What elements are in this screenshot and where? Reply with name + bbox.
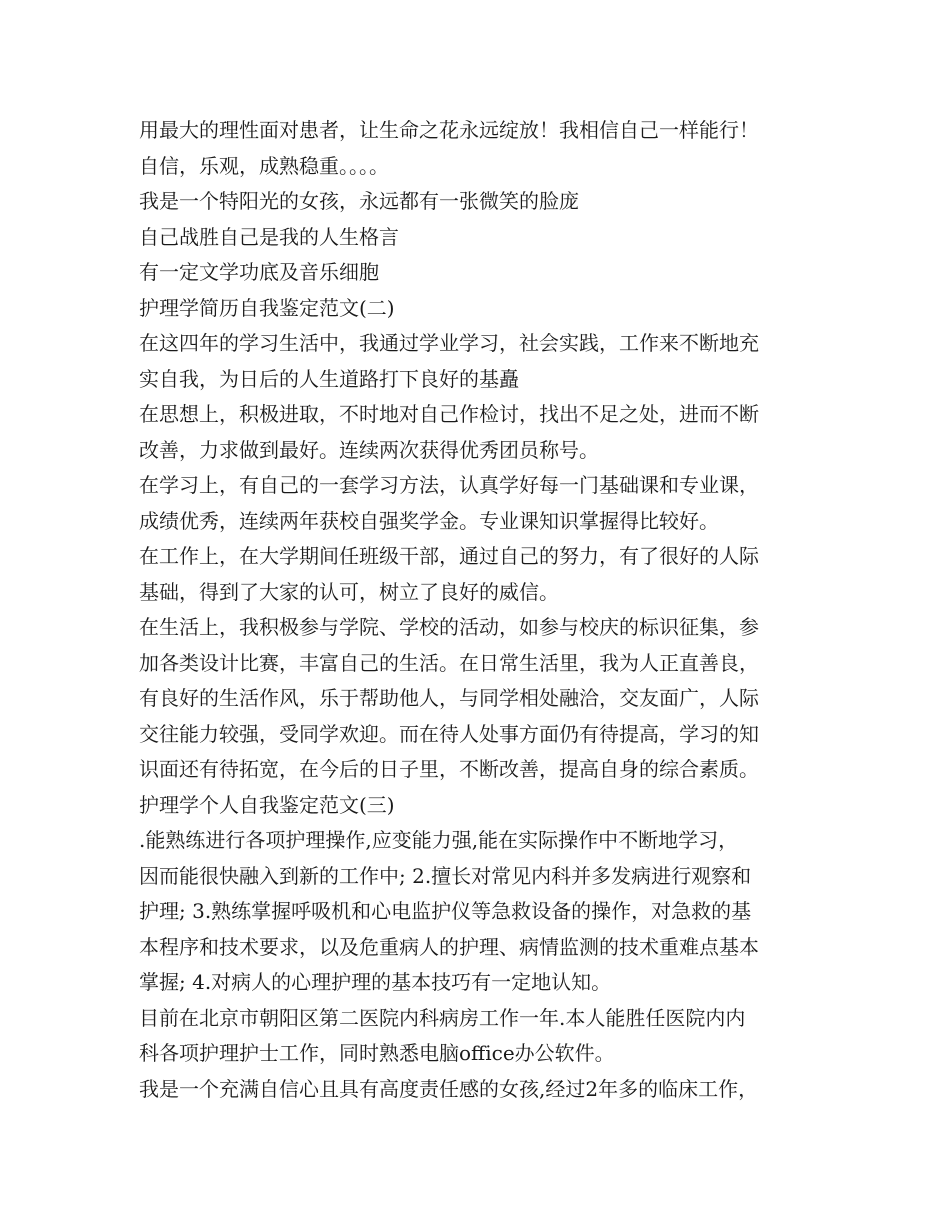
text-line: 在思想上，积极进取，不时地对自己作检讨，找出不足之处，进而不断 xyxy=(139,402,759,426)
text-line: 我是一个特阳光的女孩，永远都有一张微笑的脸庞 xyxy=(139,189,579,213)
text-line: 因而能很快融入到新的工作中; 2.擅长对常见内科并多发病进行观察和 xyxy=(139,863,752,888)
text-line: 掌握; 4.对病人的心理护理的基本技巧有一定地认知。 xyxy=(139,970,612,994)
text-line: 改善，力求做到最好。连续两次获得优秀团员称号。 xyxy=(139,437,599,462)
text-line: 护理; 3.熟练掌握呼吸机和心电监护仪等急救设备的操作，对急救的基 xyxy=(139,899,752,923)
text-line: 自己战胜自己是我的人生格言 xyxy=(139,224,399,249)
text-line: 有良好的生活作风，乐于帮助他人，与同学相处融洽，交友面广，人际 xyxy=(139,686,759,710)
text-line: 在学习上，有自己的一套学习方法，认真学好每一门基础课和专业课， xyxy=(139,473,759,497)
text-line: 目前在北京市朝阳区第二医院内科病房工作一年.本人能胜任医院内内 xyxy=(139,1005,746,1030)
text-line: 本程序和技术要求，以及危重病人的护理、病情监测的技术重难点基本 xyxy=(139,934,759,959)
text-line: 在工作上，在大学期间任班级干部，通过自己的努力，有了很好的人际 xyxy=(139,544,759,568)
text-line: 识面还有待拓宽，在今后的日子里，不断改善，提高自身的综合素质。 xyxy=(139,757,759,781)
text-line: .能熟练进行各项护理操作,应变能力强,能在实际操作中不断地学习， xyxy=(139,828,739,852)
text-line: 成绩优秀，连续两年获校自强奖学金。专业课知识掌握得比较好。 xyxy=(139,508,719,533)
text-line: 在生活上，我积极参与学院、学校的活动，如参与校庆的标识征集，参 xyxy=(139,615,759,639)
text-line: 交往能力较强，受同学欢迎。而在待人处事方面仍有待提高，学习的知 xyxy=(139,721,759,746)
text-line: 我是一个充满自信心且具有高度责任感的女孩,经过2年多的临床工作， xyxy=(139,1076,759,1101)
text-line: 加各类设计比赛，丰富自己的生活。在日常生活里，我为人正直善良， xyxy=(139,650,759,675)
text-line: 实自我，为日后的人生道路打下良好的基矗 xyxy=(139,366,519,391)
text-line: 自信，乐观，成熟稳重。。。。 xyxy=(139,153,389,178)
text-line: 在这四年的学习生活中，我通过学业学习，社会实践，工作来不断地充 xyxy=(139,331,759,355)
text-line: 用最大的理性面对患者，让生命之花永远绽放！我相信自己一样能行！ xyxy=(139,118,759,142)
document-body xyxy=(139,113,839,1107)
text-line: 有一定文学功底及音乐细胞 xyxy=(139,260,379,284)
section-heading: 护理学个人自我鉴定范文(三) xyxy=(139,792,395,817)
text-line: 基础，得到了大家的认可，树立了良好的威信。 xyxy=(139,579,559,604)
text-line: 科各项护理护士工作，同时熟悉电脑office办公软件。 xyxy=(139,1041,615,1065)
section-heading: 护理学简历自我鉴定范文(二) xyxy=(139,295,395,320)
